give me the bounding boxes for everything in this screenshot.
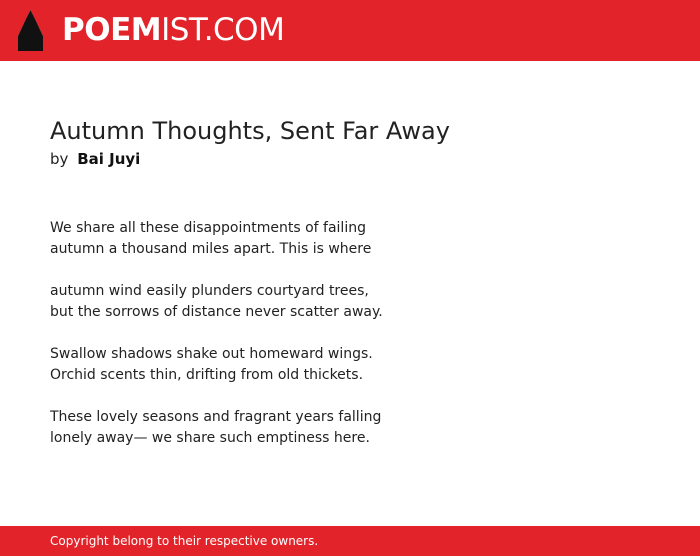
poem-line: but the sorrows of distance never scatter away. (50, 304, 383, 320)
poem-line: lonely away— we share such emptiness here. (50, 430, 370, 446)
poem-stanza (50, 344, 610, 386)
poem-stanza (50, 218, 610, 260)
poem-line: Swallow shadows shake out homeward wings. (50, 346, 373, 362)
poem-body (50, 218, 610, 470)
poem-line: Orchid scents thin, drifting from old thickets. (50, 367, 364, 383)
by-label: by (50, 150, 69, 168)
poem-stanza (50, 281, 610, 323)
poem-author: Bai Juyi (77, 150, 141, 168)
poem-byline (50, 149, 140, 169)
poem-line: autumn a thousand miles apart. This is where (50, 241, 372, 257)
poem-line: These lovely seasons and fragrant years falling (50, 409, 382, 425)
site-footer (0, 526, 700, 556)
brand-name-bold: POEM (62, 12, 162, 48)
poem-stanza (50, 407, 610, 449)
brand-name (62, 11, 284, 49)
poem-line: We share all these disappointments of failing (50, 220, 366, 236)
copyright-text: Copyright belong to their respective owners. (50, 534, 319, 548)
pencil-icon (18, 10, 43, 51)
poem-title: Autumn Thoughts, Sent Far Away (50, 117, 450, 145)
site-logo[interactable] (18, 10, 285, 52)
site-header (0, 0, 700, 61)
brand-name-light: IST.COM (161, 12, 285, 48)
poem-line: autumn wind easily plunders courtyard trees, (50, 283, 369, 299)
